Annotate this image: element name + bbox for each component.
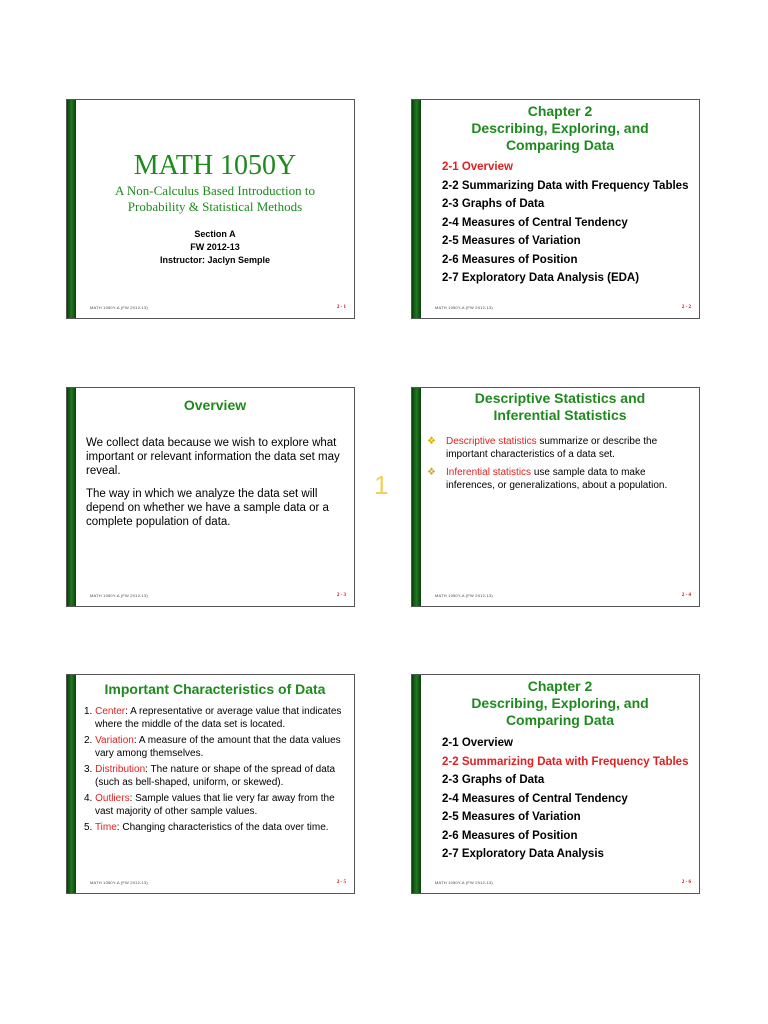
- subtitle-line: Probability & Statistical Methods: [127, 199, 303, 214]
- bullet-item: [426, 467, 691, 492]
- page-number: 2 - 4: [681, 593, 691, 598]
- list-item: [84, 792, 349, 818]
- section-item: 2-2 Summarizing Data with Frequency Tables: [442, 179, 689, 192]
- bullet-item: [426, 436, 691, 461]
- slide-title: MATH 1050Y: [133, 150, 297, 181]
- item-text: : Sample values that lie very far away from the vast majority of other sample values.: [95, 793, 335, 817]
- body-paragraph: We collect data because we wish to explore what important or relevant information the data set may reveal.: [86, 437, 340, 477]
- slide-subtitle: [76, 183, 354, 215]
- footer-text: MATH 1050Y-A (FW 2012-13): [90, 593, 148, 598]
- term-label: FW 2012-13: [190, 242, 240, 252]
- list-item: [84, 763, 349, 789]
- item-term: Time: [94, 822, 117, 833]
- slide-title: [421, 103, 699, 154]
- slide-footer: [435, 877, 691, 885]
- slide-side-bar: [412, 100, 421, 318]
- section-item: 2-3 Graphs of Data: [442, 774, 545, 786]
- footer-text: MATH 1050Y-A (FW 2012-13): [90, 880, 148, 885]
- page-number: 2 - 2: [681, 305, 691, 310]
- instructor-label: Instructor: Jaclyn Semple: [159, 255, 271, 265]
- slide-footer: [90, 590, 346, 598]
- item-text: : Changing characteristics of the data over time.: [116, 822, 329, 833]
- footer-text: MATH 1050Y-A (FW 2012-13): [435, 305, 493, 310]
- slide-footer: [90, 877, 346, 885]
- title-line: Describing, Exploring, and: [471, 695, 649, 711]
- section-item: 2-5 Measures of Variation: [442, 811, 581, 823]
- section-item: 2-3 Graphs of Data: [442, 198, 545, 210]
- footer-text: MATH 1050Y-A (FW 2012-13): [435, 880, 493, 885]
- chapter-section-list: [442, 161, 693, 291]
- slide-1: [66, 99, 355, 319]
- section-item: 2-5 Measures of Variation: [442, 235, 581, 247]
- list-item: [84, 821, 349, 834]
- section-item: 2-7 Exploratory Data Analysis (EDA): [442, 272, 640, 284]
- slide-side-bar: [412, 675, 421, 893]
- body-paragraph: The way in which we analyze the data set will depend on whether we have a sample data or a complete population of data.: [86, 488, 329, 528]
- page-number: 2 - 1: [336, 305, 346, 310]
- slide-footer: [435, 590, 691, 598]
- bullet-term: Descriptive statistics: [446, 436, 537, 447]
- item-term: Variation: [95, 735, 134, 746]
- page-number: 2 - 6: [681, 880, 691, 885]
- slide-4: [411, 387, 700, 607]
- slide-side-bar: [67, 675, 76, 893]
- slide-title: [421, 678, 699, 729]
- section-item: 2-6 Measures of Position: [442, 829, 578, 842]
- slide-3: [66, 387, 355, 607]
- slide-title: Overview: [183, 397, 247, 413]
- item-text: : A representative or average value that indicates where the middle of the data set is located.: [95, 706, 342, 730]
- diamond-bullet-icon: ❖: [427, 467, 436, 478]
- item-term: Center: [95, 706, 126, 717]
- section-label: Section A: [194, 229, 236, 239]
- title-line: Chapter 2: [527, 103, 593, 119]
- item-term: Outliers: [95, 793, 130, 804]
- bullet-list: [426, 436, 691, 498]
- bullet-text: summarize or describe the important characteristics of a data set.: [446, 436, 658, 460]
- section-item: 2-4 Measures of Central Tendency: [442, 792, 628, 805]
- item-term: Distribution: [95, 764, 146, 775]
- slide-title: Important Characteristics of Data: [104, 681, 326, 697]
- slide-footer: [435, 302, 691, 310]
- section-item: 2-7 Exploratory Data Analysis: [442, 848, 604, 860]
- title-line: Inferential Statistics: [493, 407, 627, 423]
- page-number: 2 - 5: [336, 880, 346, 885]
- section-item: 2-1 Overview: [442, 161, 513, 173]
- item-number: 4.: [84, 793, 96, 804]
- item-text: : The nature or shape of the spread of data (such as bell-shaped, uniform, or skewed).: [95, 764, 336, 788]
- slide-side-bar: [67, 100, 76, 318]
- item-number: 5.: [84, 822, 95, 833]
- title-line: Descriptive Statistics and: [474, 390, 646, 406]
- title-line: Comparing Data: [505, 137, 615, 153]
- footer-text: MATH 1050Y-A (FW 2012-13): [90, 305, 148, 310]
- chapter-section-list: [442, 737, 693, 867]
- slide-5: [66, 674, 355, 894]
- item-number: 2.: [84, 735, 96, 746]
- item-number: 1.: [84, 706, 96, 717]
- list-item: [84, 734, 349, 760]
- footer-text: MATH 1050Y-A (FW 2012-13): [435, 593, 493, 598]
- slide-6: [411, 674, 700, 894]
- section-item: 2-4 Measures of Central Tendency: [442, 216, 628, 229]
- characteristics-list: [84, 705, 349, 837]
- page-number: 2 - 3: [336, 593, 346, 598]
- bullet-text: use sample data to make inferences, or generalizations, about a population.: [446, 467, 668, 491]
- subtitle-line: A Non-Calculus Based Introduction to: [114, 183, 316, 198]
- title-line: Chapter 2: [527, 678, 593, 694]
- title-line: Comparing Data: [505, 712, 615, 728]
- slide-footer: [90, 302, 346, 310]
- slide-side-bar: [412, 388, 421, 606]
- item-number: 3.: [84, 764, 96, 775]
- item-text: : A measure of the amount that the data values vary among themselves.: [95, 735, 341, 759]
- slide-2: [411, 99, 700, 319]
- slide-side-bar: [67, 388, 76, 606]
- bullet-term: Inferential statistics: [446, 467, 532, 478]
- diamond-bullet-icon: ❖: [427, 436, 436, 447]
- title-line: Describing, Exploring, and: [471, 120, 649, 136]
- section-item: 2-1 Overview: [442, 737, 513, 749]
- section-item: 2-2 Summarizing Data with Frequency Tables: [442, 755, 689, 768]
- slide-title: [421, 390, 699, 424]
- section-item: 2-6 Measures of Position: [442, 253, 578, 266]
- list-item: [84, 705, 349, 731]
- document-page-number: 1: [374, 470, 389, 500]
